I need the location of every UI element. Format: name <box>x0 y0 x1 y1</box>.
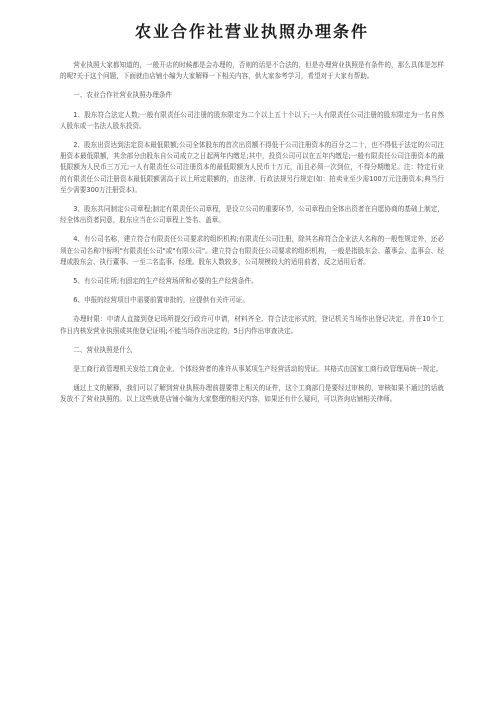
paragraph: 通过上文的解释，我们可以了解到营业执照办理前提要带上相关的证件，这个工商部门是要经过审核的，审核如果不通过的话就发放不了营业执照的。以上这些就是店铺小编为大家整理的相关内容，如果还有什么疑问，可以咨询店铺相关律师。 <box>60 384 444 404</box>
document-body <box>60 60 444 406</box>
paragraph: 1、股东符合法定人数;一般有限责任公司注册的股东限定为二个以上五十个以下;一人有限责任公司注册的股东限定为一名自然人股东或一名法人股东投资。 <box>60 110 444 130</box>
section-heading: 一、农业合作社营业执照办理条件 <box>73 91 173 100</box>
document-title: 农业合作社营业执照办理条件 <box>134 22 369 41</box>
paragraph: 3、股东共同制定公司章程;制定有限责任公司章程，是设立公司的重要环节，公司章程由全体出资者在自愿协商的基础上制定，经全体出资者同意，股东应当在公司章程上签名、盖章。 <box>60 205 444 225</box>
paragraph: 5、有公司住所;有固定的生产经营场所和必要的生产经营条件。 <box>73 277 258 286</box>
section-heading: 二、营业执照是什么 <box>73 345 133 354</box>
paragraph: 办理时限：申请人直接到登记场所提交行政许可申请，材料齐全、符合法定形式的，登记机关当场作出登记决定，并在10个工作日内核发营业执照或其他登记证明;不能当场作出决定的，5日内作出审查决定。 <box>60 315 444 335</box>
paragraph: 4、有公司名称，建立符合有限责任公司要求的组织机构;有限责任公司注册，除其名称符合企业法人名称的一般性规定外，还必须在公司名称中标明"有限责任公司"或"有限公司"。建立符合有限责任公司要求的组织机构，一般是指股东会、董事会、监事会、经理或股东会、执行董事、一至二名监事、经理。股东人数较多，公司规模较大的适用前者，反之适用后者。 <box>60 235 444 266</box>
paragraph: 6、申报的经营项目中需要前置审批的，应提供有关许可证。 <box>73 296 249 305</box>
paragraph: 2、股东出资达到法定资本最低限额;公司全体股东的首次出资额不得低于公司注册资本的百分之二十，也不得低于法定的公司注册资本最低限额，其余部分由股东自公司成立之日起两年内缴足;其中，投资公司可以在五年内缴足;一般有限责任公司注册资本的最低限额为人民币三万元;一人有限责任公司注册资本的最低限额为人民币十万元，而且必须一次到位，不得分期缴足。注：特定行业的有限责任公司注册资本最低限额需高于以上所定限额的，由法律、行政法规另行规定(如：拍卖业至少需100万元注册资本;典当行至少需要300万注册资本)。 <box>60 141 444 194</box>
paragraph: 是工商行政管理机关发给工商企业、个体经营者的准许从事某项生产经营活动的凭证。其格式由国家工商行政管理局统一规定。 <box>73 365 443 374</box>
paragraph: 营业执照大家都知道的，一般开店的时候都是会办理的，否则的话是不合法的，但是办理营业执照是有条件的，那么具体是怎样的呢?关于这个问题，下面就由店铺小编为大家解释一下相关内容，供大家参考学习，希望对于大家有帮助。 <box>60 61 444 81</box>
